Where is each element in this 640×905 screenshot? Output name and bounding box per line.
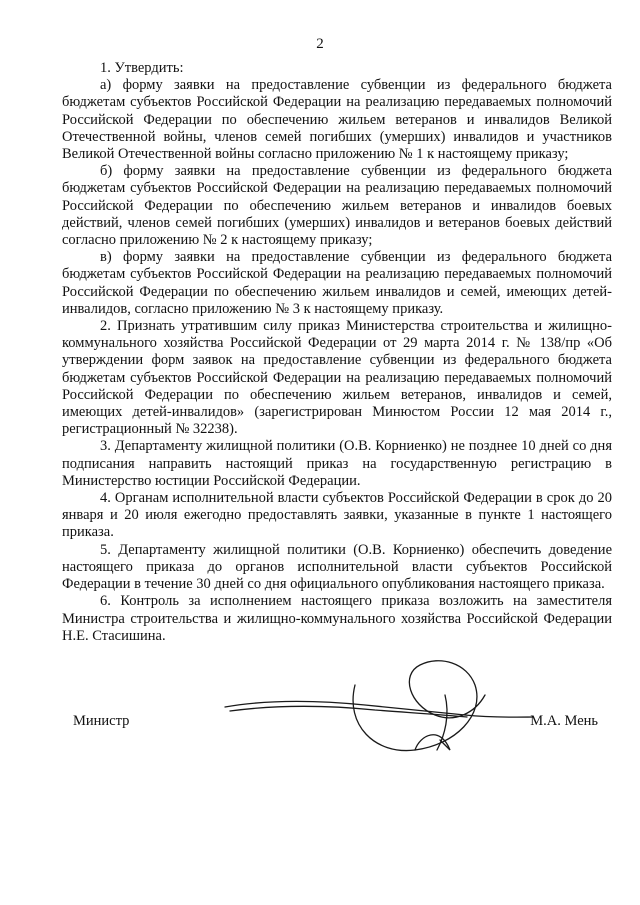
page-number: 2 — [316, 36, 324, 52]
paragraph-item-v: в) форму заявки на предоставление субвенции из федерального бюджета бюджетам субъектов Российской Федерации на реализацию передаваемых полномочий Российской Федерации по обеспечению жильем инвалидов и семей, имеющих детей-инвалидов, согласно приложению № 3 к настоящему приказу. — [62, 249, 612, 317]
order-text — [62, 60, 612, 645]
signatory-title: Министр — [73, 713, 130, 729]
paragraph-approve: 1. Утвердить: — [100, 60, 184, 76]
paragraph-item-a: а) форму заявки на предоставление субвенции из федерального бюджета бюджетам субъектов Российской Федерации на реализацию передаваемых полномочий Российской Федерации по обеспечению жильем ветеранов и инвалидов Великой Отечественной войны, членов семей погибших (умерших) инвалидов и участников Великой Отечественной войны согласно приложению № 1 к настоящему приказу; — [62, 77, 612, 163]
paragraph-5: 5. Департаменту жилищной политики (О.В. Корниенко) обеспечить доведение настоящего приказа до органов исполнительной власти субъектов Российской Федерации в течение 30 дней со дня официального опубликования настоящего приказа. — [62, 541, 612, 593]
handwritten-signature — [205, 655, 535, 765]
paragraph-3: 3. Департаменту жилищной политики (О.В. Корниенко) не позднее 10 дней со дня подписания направить настоящий приказ на государственную регистрацию в Министерство юстиции Российской Федерации. — [62, 438, 612, 489]
paragraph-2: 2. Признать утратившим силу приказ Министерства строительства и жилищно-коммунального хозяйства Российской Федерации от 29 марта 2014 г. № 138/пр «Об утверждении форм заявок на предоставление субвенции из федерального бюджета бюджетам субъектов Российской Федерации на реализацию передаваемых полномочий Российской Федерации по обеспечению жильем ветеранов, инвалидов и семей, имеющих детей-инвалидов» (зарегистрирован Минюстом России 12 мая 2014 г., регистрационный № 32238). — [62, 318, 612, 438]
signatory-name: М.А. Мень — [530, 713, 598, 729]
paragraph-item-b: б) форму заявки на предоставление субвенции из федерального бюджета бюджетам субъектов Российской Федерации на реализацию передаваемых полномочий Российской Федерации по обеспечению жильем ветеранов и инвалидов боевых действий, членов семей погибших (умерших) инвалидов и ветеранов боевых действий согласно приложению № 2 к настоящему приказу; — [62, 163, 612, 249]
paragraph-6: 6. Контроль за исполнением настоящего приказа возложить на заместителя Министра строительства и жилищно-коммунального хозяйства Российской Федерации Н.Е. Стасишина. — [62, 593, 612, 644]
paragraph-4: 4. Органам исполнительной власти субъектов Российской Федерации в срок до 20 января и 20 июля ежегодно предоставлять заявки, указанные в пункте 1 настоящего приказа. — [62, 490, 612, 541]
